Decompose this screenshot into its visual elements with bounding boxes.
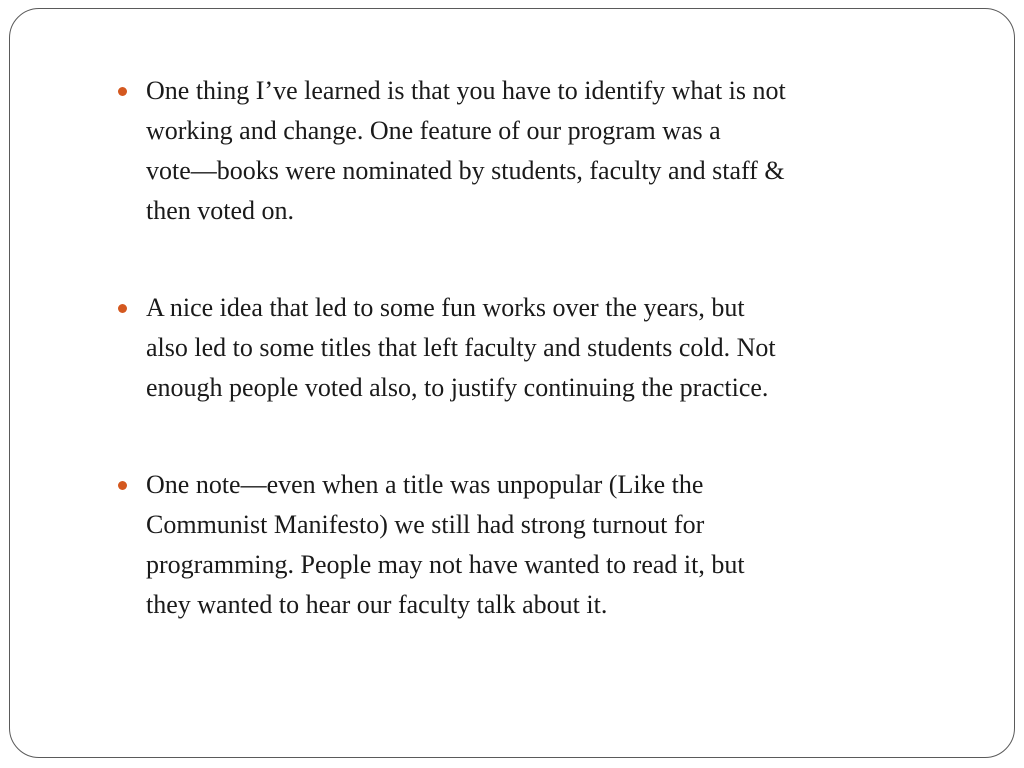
bullet-dot-icon [118,304,127,313]
bullet-text: One note—even when a title was unpopular (Like the Communist Manifesto) we still had strong turnout for programming. People may not have wanted to read it, but they wanted to hear our faculty talk about it. [146,470,745,619]
bullet-dot-icon [118,87,127,96]
bullet-dot-icon [118,481,127,490]
bullet-text: A nice idea that led to some fun works over the years, but also led to some titles that left faculty and students cold. Not enough people voted also, to justify continuing the practice. [146,293,776,402]
slide-frame [9,8,1015,758]
bullet-text: One thing I’ve learned is that you have to identify what is not working and change. One feature of our program was a vote—books were nominated by students, faculty and staff & then voted on. [146,76,786,225]
